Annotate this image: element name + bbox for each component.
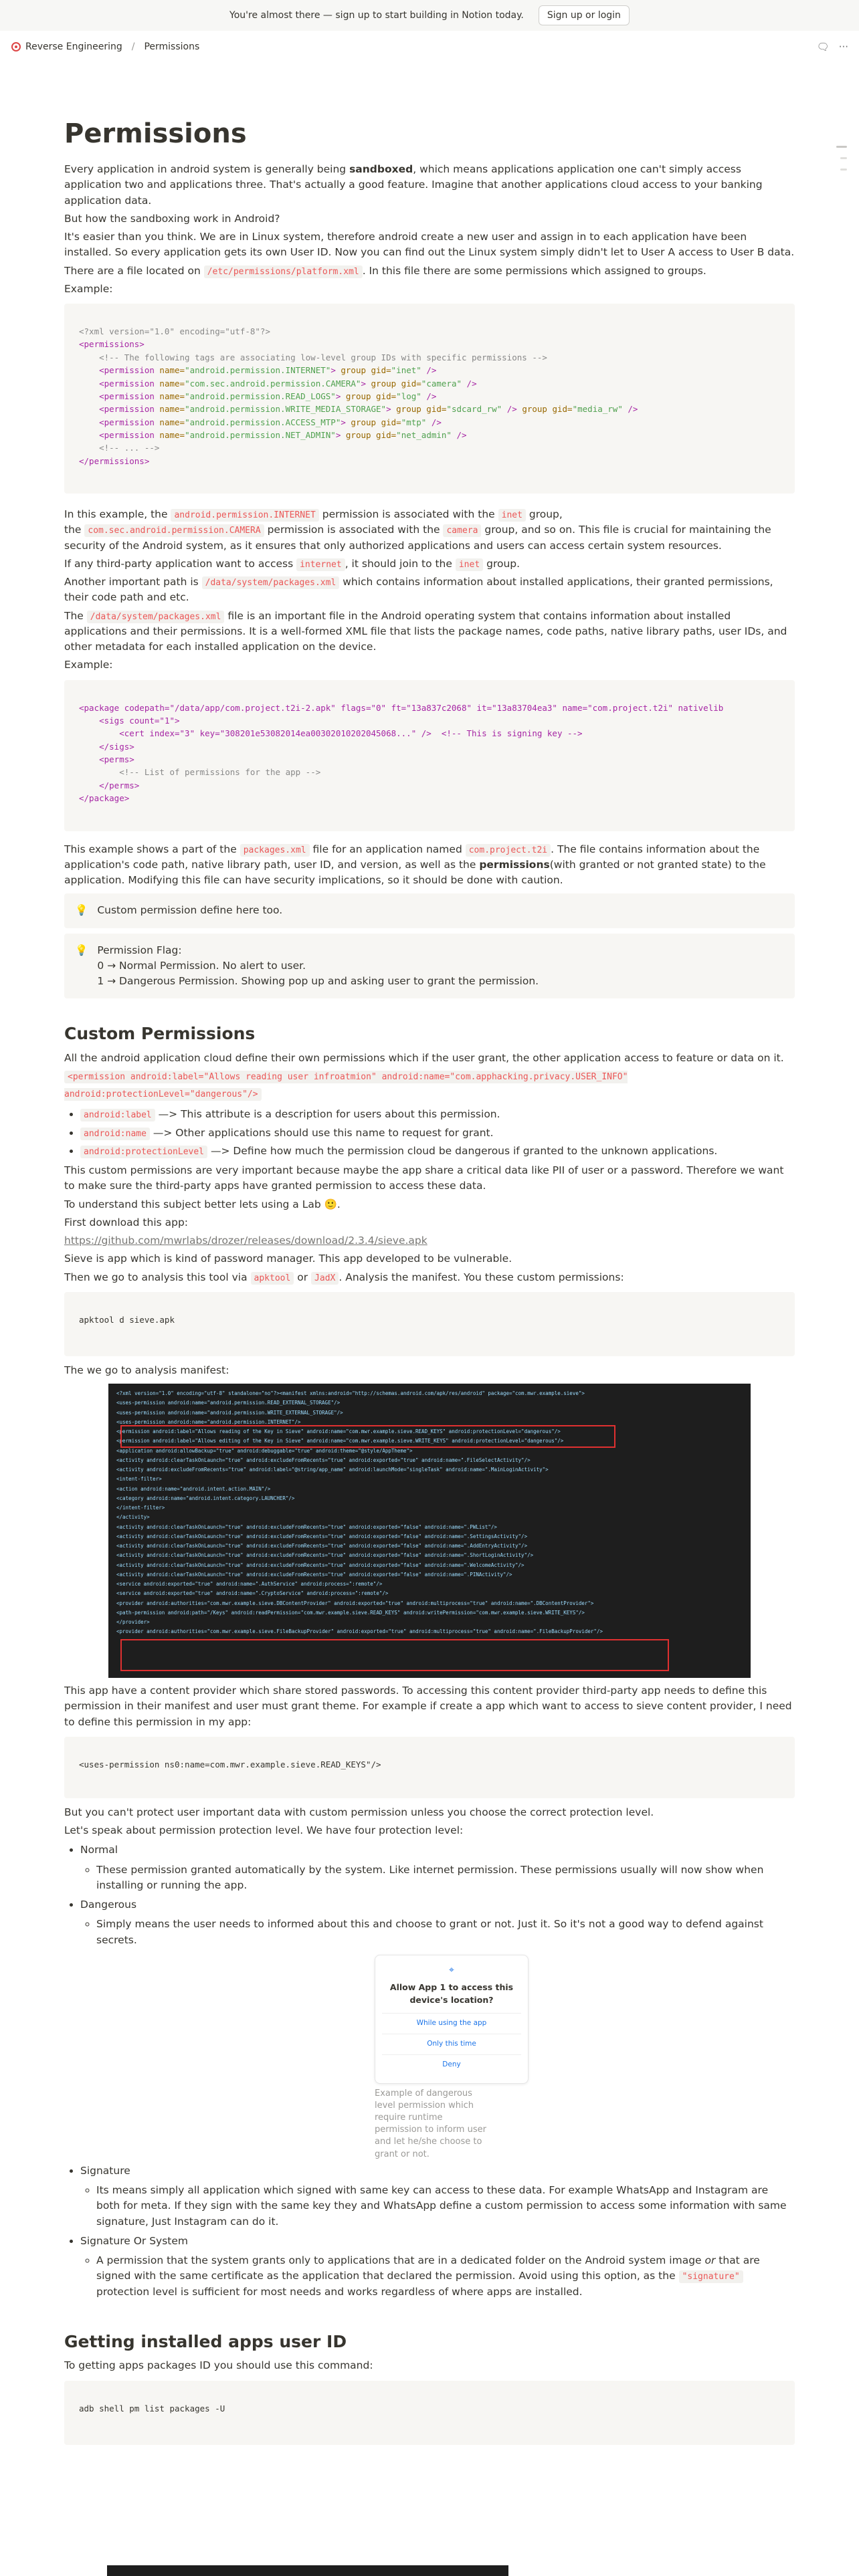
code-line: <permission name="android.permission.INTERNET"> group gid="inet" /> [99, 365, 437, 376]
list-item: • Normal ◦ These permission granted automatically by the system. Like internet permission. These permissions usually will now show when installing or running the app. [80, 1842, 795, 1893]
code-line: <permission name="android.permission.WRITE_MEDIA_STORAGE"> group gid="sdcard_rw" /> group gid="media_rw" /> [99, 404, 638, 415]
callout-permission-flag: 💡 Permission Flag: 0 → Normal Permission. No alert to user. 1 → Dangerous Permission. Showing pop up and asking user to grant the permission. [64, 934, 795, 999]
code-block-platform-xml[interactable]: <?xml version="1.0" encoding="utf-8"?> <permissions> <!-- The following tags are associating low-level group IDs with specific permissions --> <permission name="android.permission.INTERNET"> group gid="inet" /> <permission name="com.sec.android.permission.CAMERA"> group gid="camera" /> <permission name="android.permission.READ_LOGS"> group gid="log" /> <permission name="android.permission.WRITE_MEDIA_STORAGE"> group gid="sdcard_rw" /> group gid="media_rw" /> <permission name="android.permission.ACCESS_MTP"> group gid="mtp" /> <permission name="android.permission.NET_ADMIN"> group gid="net_admin" /> <!-- ... --> </permissions> [64, 304, 795, 494]
dialog-option-while-using[interactable]: While using the app [382, 2013, 521, 2034]
code-line: <permission name="android.permission.ACCESS_MTP"> group gid="mtp" /> [99, 417, 442, 427]
paragraph: There are a file located on /etc/permissions/platform.xml . In this file there are some permissions which assigned to groups. [64, 264, 706, 277]
breadcrumb-workspace[interactable]: Reverse Engineering [25, 41, 122, 52]
paragraph: Let's speak about permission protection level. We have four protection level: [64, 1824, 464, 1837]
paragraph: First download this app: [64, 1216, 189, 1228]
download-link[interactable]: https://github.com/mwrlabs/drozer/releases/download/2.3.4/sieve.apk [64, 1235, 427, 1247]
list-item: • Signature ◦ Its means simply all application which signed with same key can access to these data. For example WhatsApp and Instagram are both for meta. If they sign with the same key they and WhatsApp define a custom permission to access some information with same signature, Just Instagram can do it. [80, 2163, 795, 2230]
comment-icon[interactable]: 🗨 [816, 41, 830, 53]
paragraph: Another important path is /data/system/packages.xml which contains information about installed applications, their granted permissions, their code path and etc. [64, 576, 773, 604]
list-item: • android:label —> This attribute is a description for users about this permission. [80, 1107, 795, 1122]
breadcrumb-separator: / [131, 41, 135, 52]
paragraph: This example shows a part of the packages.xml file for an application named com.project.t2i . The file contains information about the application's code path, native library path, user ID, and version, as well as the permissions(with granted or not granted state) to the application. Modifying this file can have security implications, so it should be done with caution. [64, 843, 766, 886]
image-caption: Example of dangerous level permission which require runtime permission to inform user and let he/she choose to grant or not. [375, 2088, 486, 2159]
protection-level-list [80, 1842, 795, 2299]
list-item: • android:name —> Other applications should use this name to request for grant. [80, 1125, 795, 1141]
code-line: <permission name="com.sec.android.permission.CAMERA"> group gid="camera" /> [99, 378, 477, 389]
more-icon[interactable]: ··· [838, 41, 848, 53]
manifest-screenshot: <?xml version="1.0" encoding="utf-8" standalone="no"?><manifest xmlns:android="http://schemas.android.com/apk/res/android" package="com.mwr.example.sieve"> <uses-permission android:name="android.permission.READ_EXTERNAL_STORAGE"/> <uses-permission android:name="android.permission.WRITE_EXTERNAL_STORAGE"/> <uses-permission android:name="android.permission.INTERNET"/> <permission android:label="Allows reading of the Key in Sieve" android:name="com.mwr.example.sieve.READ_KEYS" android:protectionLevel="dangerous"/> <permission android:label="Allows editing of the Key in Sieve" android:name="com.mwr.example.sieve.WRITE_KEYS" android:protectionLevel="dangerous"/> <application android:allowBackup="true" android:debuggable="true" android:theme="@style/AppTheme"> <activity android:clearTaskOnLaunch="true" android:excludeFromRecents="true" android:exported="true" android:name=".FileSelectActivity"/> <activity android:excludeFromRecents="true" android:label="@string/app_name" android:launchMode="singleTask" android:name=".MainLoginActivity"> <intent-filter> <action android:name="android.intent.action.MAIN"/> <category android:name="android.intent.category.LAUNCHER"/> </intent-filter> </activity> <activity android:clearTaskOnLaunch="true" android:excludeFromRecents="true" android:exported="false" android:name=".PWList"/> <activity android:clearTaskOnLaunch="true" android:excludeFromRecents="true" android:exported="false" android:name=".SettingsActivity"/> <activity android:clearTaskOnLaunch="true" android:excludeFromRecents="true" android:exported="false" android:name=".AddEntryActivity"/> <activity android:clearTaskOnLaunch="true" android:excludeFromRecents="true" android:exported="false" android:name=".ShortLoginActivity"/> <activity android:clearTaskOnLaunch="true" android:excludeFromRecents="true" android:exported="false" android:name=".WelcomeActivity"/> <activity android:clearTaskOnLaunch="true" android:excludeFromRecents="true" android:exported="false" android:name=".PINActivity"/> <service android:exported="true" android:name=".AuthService" android:process=":remote"/> <service android:exported="true" android:name=".CryptoService" android:process=":remote"/> <provider android:authorities="com.mwr.example.sieve.DBContentProvider" android:exported="true" android:multiprocess="true" android:name=".DBContentProvider"> <path-permission android:path="/Keys" android:readPermission="com.mwr.example.sieve.READ_KEYS" android:writePermission="com.mwr.example.sieve.WRITE_KEYS"/> </provider> <provider android:authorities="com.mwr.example.sieve.FileBackupProvider" android:exported="true" android:multiprocess="true" android:name=".FileBackupProvider"/> [108, 1384, 751, 1678]
paragraph: This custom permissions are very important because maybe the app share a critical data like PII of user or a password. Therefore we want to make sure the third-party apps have granted permission to access these data. [64, 1164, 784, 1192]
dialog-option-only-this-time[interactable]: Only this time [382, 2034, 521, 2054]
paragraph: To getting apps packages ID you should use this command: [64, 2359, 373, 2372]
paragraph: Example: [64, 659, 113, 671]
paragraph: To understand this subject better lets using a Lab 🙂. [64, 1198, 341, 1210]
paragraph: All the android application cloud define their own permissions which if the user grant, the other application access to feature or data on it. [64, 1051, 784, 1064]
heading-getting-user-id: Getting installed apps user ID [64, 2331, 347, 2351]
list-item: ◦ Simply means the user needs to informed about this and choose to grant or not. Just it. So it's not a good way to defend against secrets. [96, 1917, 795, 1948]
signup-button[interactable]: Sign up or login [539, 5, 630, 25]
list-item: ◦ Its means simply all application which signed with same key can access to these data. For example WhatsApp and Instagram are both for meta. If they sign with the same key they and WhatsApp define a custom permission to access some information with same signature, Just Instagram can do it. [96, 2183, 795, 2230]
code-line: <permission name="android.permission.NET_ADMIN"> group gid="net_admin" /> [99, 430, 467, 440]
banner-text: You're almost there — sign up to start building in Notion today. [229, 10, 524, 21]
paragraph: If any third-party application want to access internet , it should join to the inet group. [64, 557, 520, 570]
list-item: • Dangerous ◦ Simply means the user needs to informed about this and choose to grant or not. Just it. So it's not a good way to defend against secrets. ⌖ Allow App 1 to access this device's location? While using the app Only this time Deny Example of dangerous level permission which require runtime permission to inform user and let he/she choose to grant or not. [80, 1897, 795, 2161]
dialog-option-deny[interactable]: Deny [382, 2054, 521, 2075]
breadcrumb [11, 41, 199, 52]
list-item: • android:protectionLevel —> Define how much the permission cloud be dangerous if granted to the unknown applications. [80, 1144, 795, 1159]
workspace-icon [11, 41, 21, 52]
location-icon: ⌖ [449, 1964, 454, 1975]
signup-banner [0, 0, 859, 31]
paragraph: In this example, the android.permission.INTERNET permission is associated with the inet group, the com.sec.android.permission.CAMERA permission is associated with the camera group, and so on. This file is crucial for maintaining the security of the Android system, as it ensures that only authorized applications and users can access certain system resources. [64, 508, 771, 552]
code-line: <permission name="android.permission.READ_LOGS"> group gid="log" /> [99, 391, 437, 401]
lightbulb-icon: 💡 [75, 944, 88, 956]
page-title: Permissions [64, 118, 247, 149]
paragraph: But you can't protect user important data with custom permission unless you choose the correct protection level. [64, 1806, 654, 1818]
table-of-contents[interactable] [836, 146, 847, 180]
inline-code-line: <permission android:label="Allows reading user infroatmion" android:name="com.apphacking.privacy.USER_INFO" android:protectionLevel="dangerous"/> [64, 1072, 628, 1099]
list-item: ◦ These permission granted automatically by the system. Like internet permission. These permissions usually will now show when installing or running the app. [96, 1862, 795, 1894]
code-block-uses-permission[interactable]: <uses-permission ns0:name=com.mwr.example.sieve.READ_KEYS"/> [64, 1737, 795, 1798]
heading-custom-permissions: Custom Permissions [64, 1024, 256, 1044]
paragraph: This app have a content provider which share stored passwords. To accessing this content provider third-party app needs to define this permission in their manifest and user must grant theme. For example if create a app which want to access to sieve content provider, I need to define this permission in my app: [64, 1685, 792, 1728]
permission-dialog-example: ⌖ Allow App 1 to access this device's location? While using the app Only this time Deny Example of dangerous level permission which require runtime permission to inform user and let he/she choose to grant or not. [375, 1955, 529, 2161]
paragraph: But how the sandboxing work in Android? [64, 212, 280, 225]
lightbulb-icon: 💡 [75, 904, 88, 917]
paragraph: Sieve is app which is kind of password manager. This app developed to be vulnerable. [64, 1253, 512, 1265]
screenshot-partial [107, 2565, 508, 2576]
paragraph: The /data/system/packages.xml file is an important file in the Android operating system that contains information about installed applications and their permissions. It is a well-formed XML file that lists the package names, code paths, native library paths, user IDs, and other metadata for each installed application on the device. [64, 609, 787, 653]
paragraph: It's easier than you think. We are in Linux system, therefore android create a new user and assign in to each application have been installed. So every application gets its own User ID. Now you can find out the Linux system simply didn't let to User A access to User B data. [64, 231, 795, 259]
paragraph: Example: [64, 282, 113, 295]
callout-custom-permission: 💡 Custom permission define here too. [64, 893, 795, 928]
breadcrumb-page[interactable]: Permissions [144, 41, 200, 52]
paragraph: Then we go to analysis this tool via apktool or JadX . Analysis the manifest. You these custom permissions: [64, 1271, 624, 1283]
paragraph: Every application in android system is generally being sandboxed, which means applications application one can't simply access application two and applications three. That's actually a good feature. Imagine that another applications cloud access to your banking application data. [64, 163, 763, 207]
code-block-adb[interactable]: adb shell pm list packages -U [64, 2381, 795, 2445]
code-block-apktool[interactable]: apktool d sieve.apk [64, 1292, 795, 1356]
code-block-packages-xml[interactable]: <package codepath="/data/app/com.project.t2i-2.apk" flags="0" ft="13a837c2068" it="13a83704ea3" name="com.project.t2i" nativelib <sigs count="1"> <cert index="3" key="308201e53082014ea00302010202045068..." /> <!-- This is signing key --> </sigs> <perms> <!-- List of permissions for the app --> </perms> </package> [64, 680, 795, 831]
paragraph: The we go to analysis manifest: [64, 1364, 229, 1376]
list-item: • Signature Or System ◦ A permission that the system grants only to applications that are in a dedicated folder on the Android system image or that are signed with the same certificate as the application that declared the permission. Avoid using this option, as the "signature" protection level is sufficient for most needs and works regardless of where apps are installed. [80, 2234, 795, 2300]
page-content [64, 60, 795, 2452]
list-item: ◦ A permission that the system grants only to applications that are in a dedicated folder on the Android system image or that are signed with the same certificate as the application that declared the permission. Avoid using this option, as the "signature" protection level is sufficient for most needs and works regardless of where apps are installed. [96, 2253, 795, 2300]
attribute-list [80, 1107, 795, 1159]
topbar [0, 33, 859, 60]
